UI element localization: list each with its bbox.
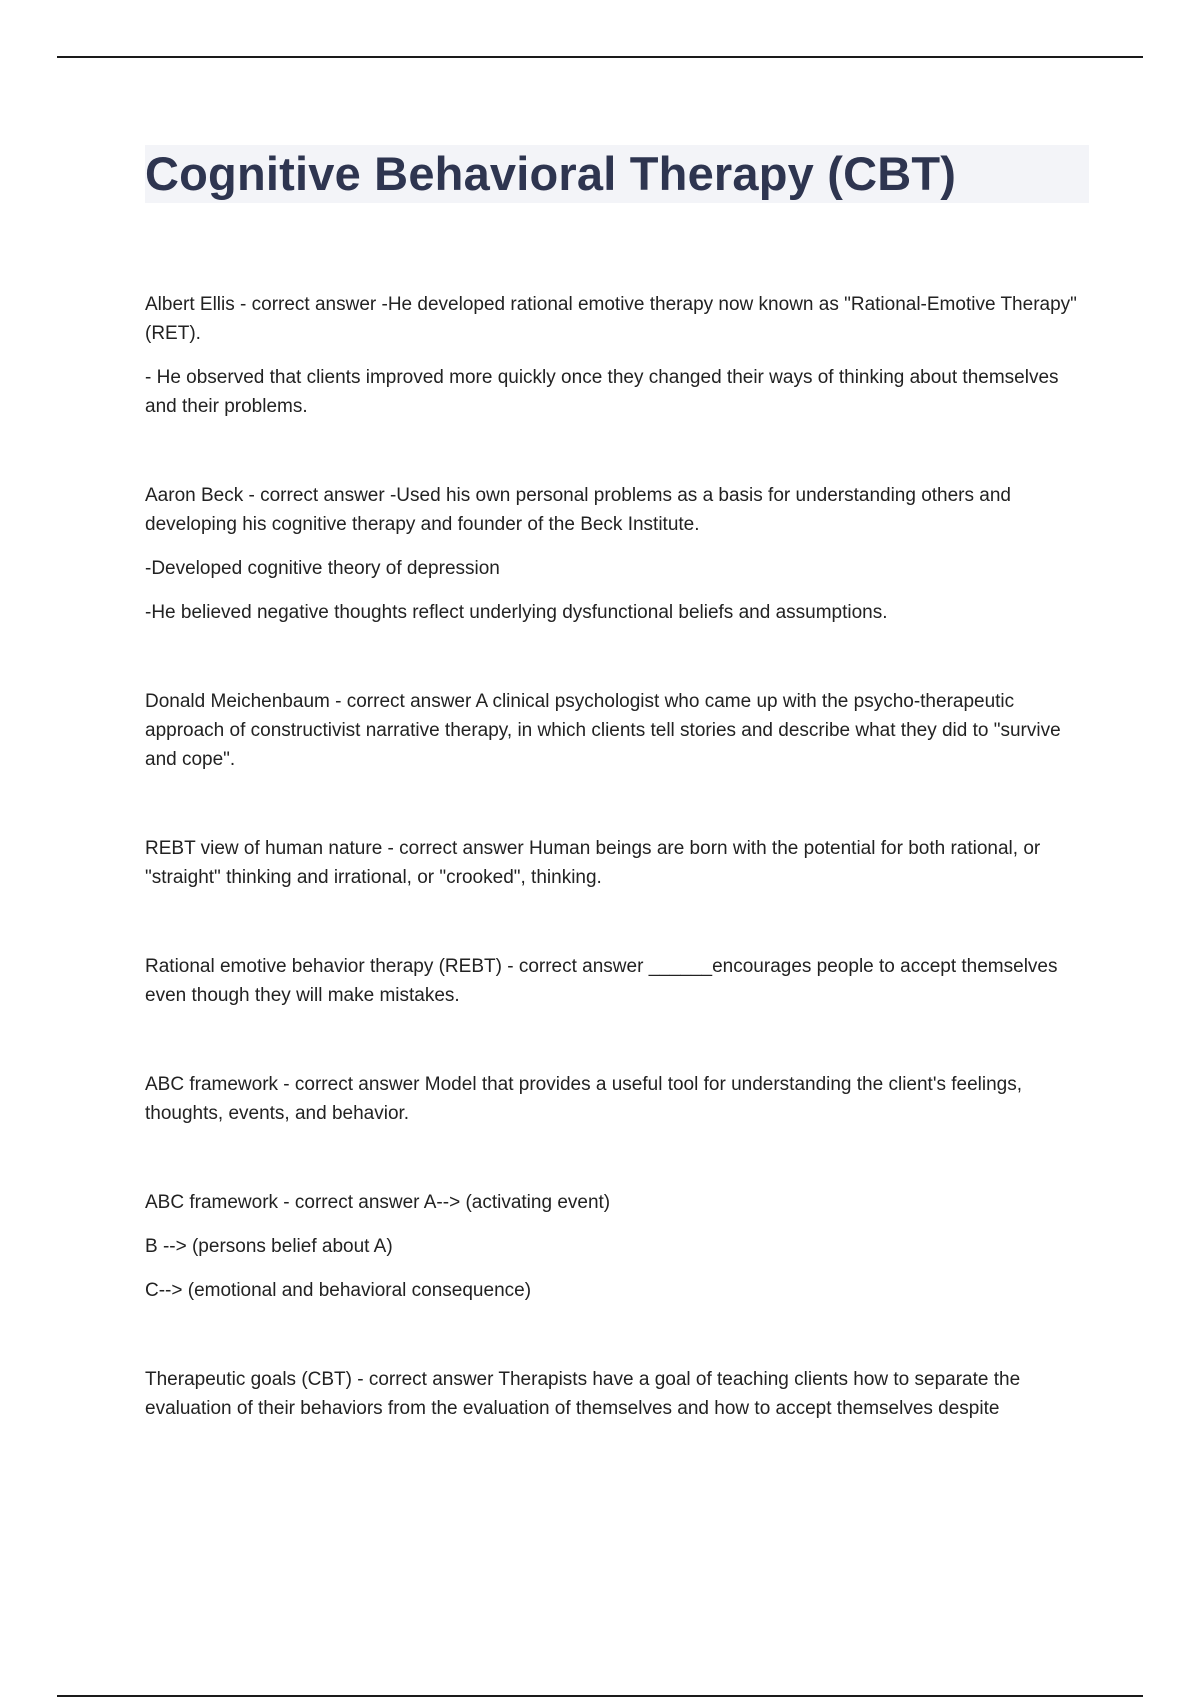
- entry-rebt: [145, 952, 1090, 1010]
- entry-albert-ellis: [145, 290, 1090, 421]
- paragraph: REBT view of human nature - correct answer Human beings are born with the potential for both rational, or "straight" thinking and irrational, or "crooked", thinking.: [145, 838, 1041, 888]
- paragraph: B --> (persons belief about A): [145, 1236, 393, 1257]
- document-body: [145, 290, 1090, 1483]
- entry-donald-meichenbaum: [145, 687, 1090, 774]
- paragraph: ABC framework - correct answer A--> (activating event): [145, 1192, 611, 1213]
- paragraph: ABC framework - correct answer Model that provides a useful tool for understanding the client's feelings, thoughts, events, and behavior.: [145, 1074, 1022, 1124]
- entry-abc-framework-model: [145, 1070, 1090, 1128]
- page-title: Cognitive Behavioral Therapy (CBT): [145, 147, 957, 200]
- paragraph: Donald Meichenbaum - correct answer A clinical psychologist who came up with the psycho-therapeutic approach of constructivist narrative therapy, in which clients tell stories and describe what they did to "survive and cope".: [145, 691, 1061, 770]
- entry-rebt-human-nature: [145, 834, 1090, 892]
- paragraph: -He believed negative thoughts reflect underlying dysfunctional beliefs and assumptions.: [145, 602, 888, 623]
- paragraph: Rational emotive behavior therapy (REBT) - correct answer ______encourages people to accept themselves even though they will make mistakes.: [145, 956, 1058, 1006]
- paragraph: Therapeutic goals (CBT) - correct answer Therapists have a goal of teaching clients how to separate the evaluation of their behaviors from the evaluation of themselves and how to accept themselves despite: [145, 1369, 1021, 1419]
- bottom-rule: [57, 1695, 1143, 1697]
- paragraph: - He observed that clients improved more quickly once they changed their ways of thinking about themselves and their problems.: [145, 367, 1059, 417]
- entry-aaron-beck: [145, 481, 1090, 627]
- entry-therapeutic-goals: [145, 1365, 1090, 1423]
- top-rule: [57, 56, 1143, 58]
- paragraph: Albert Ellis - correct answer -He developed rational emotive therapy now known as "Rational-Emotive Therapy" (RET).: [145, 294, 1077, 344]
- paragraph: -Developed cognitive theory of depression: [145, 558, 500, 579]
- paragraph: Aaron Beck - correct answer -Used his own personal problems as a basis for understanding others and developing his cognitive therapy and founder of the Beck Institute.: [145, 485, 1011, 535]
- entry-abc-framework-steps: [145, 1188, 1090, 1305]
- paragraph: C--> (emotional and behavioral consequence): [145, 1280, 532, 1301]
